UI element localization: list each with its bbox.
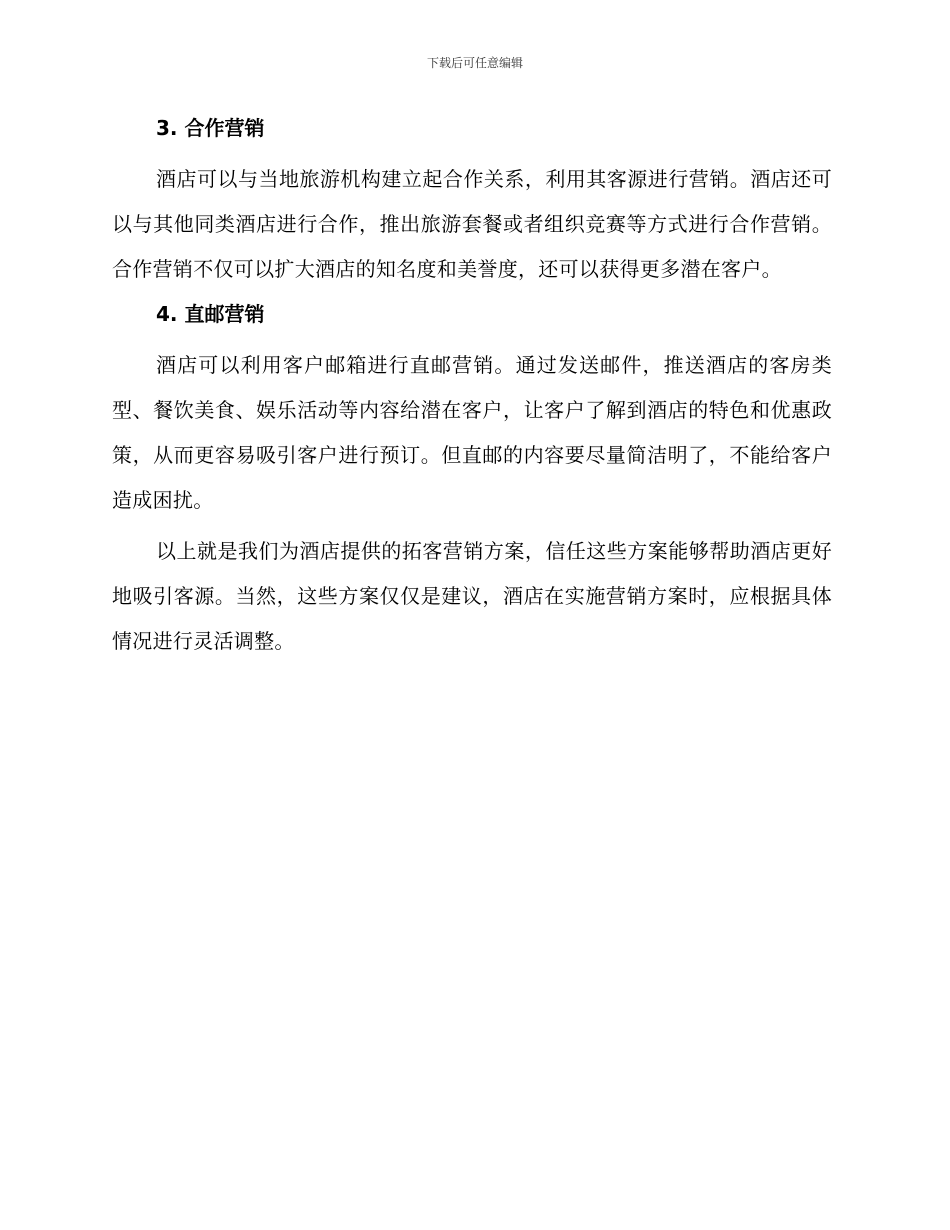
paragraph-conclusion: 以上就是我们为酒店提供的拓客营销方案，信任这些方案能够帮助酒店更好地吸引客源。当然，这些方案仅仅是建议，酒店在实施营销方案时，应根据具体情况进行灵活调整。 <box>112 539 832 653</box>
paragraph-direct-mail-marketing: 酒店可以利用客户邮箱进行直邮营销。通过发送邮件，推送酒店的客房类型、餐饮美食、娱乐活动等内容给潜在客户，让客户了解到酒店的特色和优惠政策，从而更容易吸引客户进行预订。但直邮的内容要尽量简洁明了，不能给客户造成困扰。 <box>112 353 832 512</box>
section-heading-direct-mail-marketing: 4. 直邮营销 <box>156 302 265 326</box>
page-header: 下载后可任意编辑 <box>426 56 523 70</box>
document-body <box>112 112 832 664</box>
paragraph-cooperative-marketing: 酒店可以与当地旅游机构建立起合作关系，利用其客源进行营销。酒店还可以与其他同类酒店进行合作，推出旅游套餐或者组织竞赛等方式进行合作营销。合作营销不仅可以扩大酒店的知名度和美誉度，还可以获得更多潜在客户。 <box>112 167 832 281</box>
section-heading-cooperative-marketing: 3. 合作营销 <box>156 116 265 140</box>
spacer <box>112 330 832 343</box>
spacer <box>112 144 832 157</box>
